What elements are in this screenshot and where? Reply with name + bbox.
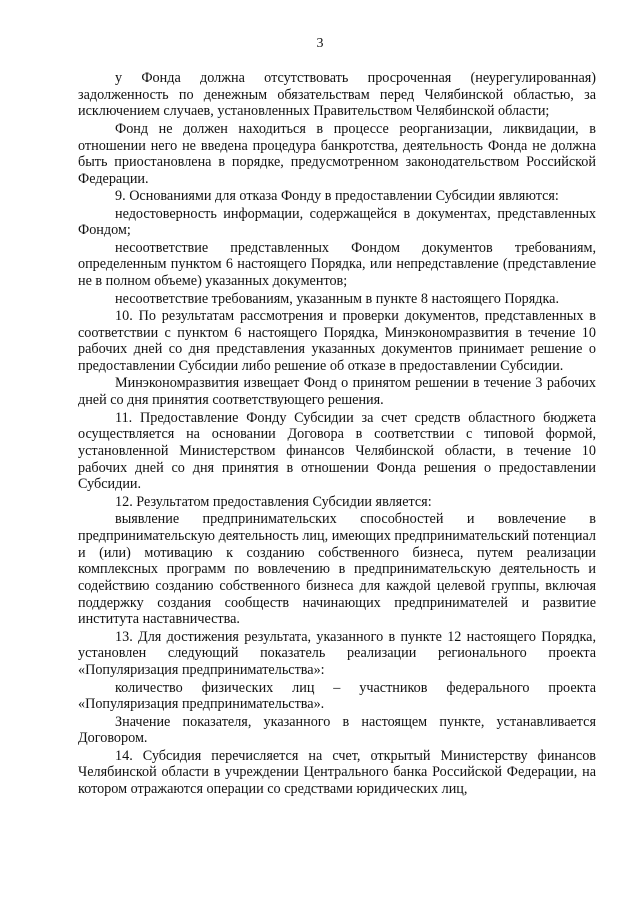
paragraph-indicator-heading: 13. Для достижения результата, указанного в пункте 12 настоящего Порядка, установлен следующий показатель реализации регионального проекта «Популяризация предпринимательства»: (78, 628, 596, 679)
paragraph-transfer-account: 14. Субсидия перечисляется на счет, открытый Министерству финансов Челябинской области в учреждении Центрального банка Российской Федерации, на котором отражаются операции со средствами юридических лиц, (78, 747, 596, 798)
paragraph-result-heading: 12. Результатом предоставления Субсидии является: (115, 493, 432, 510)
paragraph-indicator-contract: Значение показателя, указанного в настоящем пункте, устанавливается Договором. (78, 713, 596, 747)
paragraph-refusal-ground-documents: несоответствие представленных Фондом документов требованиям, определенным пунктом 6 настоящего Порядка, или непредставление (представление не в полном объеме) указанных документов; (78, 239, 596, 290)
paragraph-refusal-ground-unreliable-info: недостоверность информации, содержащейся в документах, представленных Фондом; (78, 205, 596, 239)
paragraph-debt-requirement: у Фонда должна отсутствовать просроченная (неурегулированная) задолженность по денежным обязательствам перед Челябинской областью, за исключением случаев, установленных Правительством Челябинской области; (78, 70, 596, 120)
paragraph-refusal-grounds-heading: 9. Основаниями для отказа Фонду в предоставлении Субсидии являются: (115, 188, 559, 205)
paragraph-reorganization-requirement: Фонд не должен находиться в процессе реорганизации, ликвидации, в отношении него не введена процедура банкротства, деятельность Фонда не должна быть приостановлена в порядке, предусмотренном законодательством Российской Федерации. (78, 120, 596, 187)
page-number: 3 (316, 36, 324, 51)
paragraph-review-decision: 10. По результатам рассмотрения и проверки документов, представленных в соответствии с пунктом 6 настоящего Порядка, Минэкономразвития в течение 10 рабочих дней со дня представления указанных документов принимает решение о предоставлении Субсидии либо решение об отказе в предоставлении Субсидии. (78, 307, 596, 375)
paragraph-result-description: выявление предпринимательских способностей и вовлечение в предпринимательскую деятельность лиц, имеющих предпринимательский потенциал и (или) мотивацию к созданию собственного бизнеса, путем реализации комплексных программ по вовлечению в предпринимательскую деятельность и содействию созданию собственного бизнеса для каждой целевой группы, включая поддержку создания сообществ начинающих предпринимателей и развитие института наставничества. (78, 511, 596, 628)
paragraph-subsidy-provision: 11. Предоставление Фонду Субсидии за счет средств областного бюджета осуществляется на основании Договора в соответствии с типовой формой, установленной Министерством финансов Челябинской области, в течение 10 рабочих дней со дня принятия в отношении Фонда решения о предоставлении Субсидии. (78, 409, 596, 493)
paragraph-indicator-value: количество физических лиц – участников федерального проекта «Популяризация предпринимательства». (78, 679, 596, 713)
paragraph-refusal-ground-requirements: несоответствие требованиям, указанным в пункте 8 настоящего Порядка. (115, 290, 560, 307)
paragraph-notification: Минэкономразвития извещает Фонд о принятом решении в течение 3 рабочих дней со дня принятия соответствующего решения. (78, 375, 596, 409)
document-body (78, 70, 596, 798)
